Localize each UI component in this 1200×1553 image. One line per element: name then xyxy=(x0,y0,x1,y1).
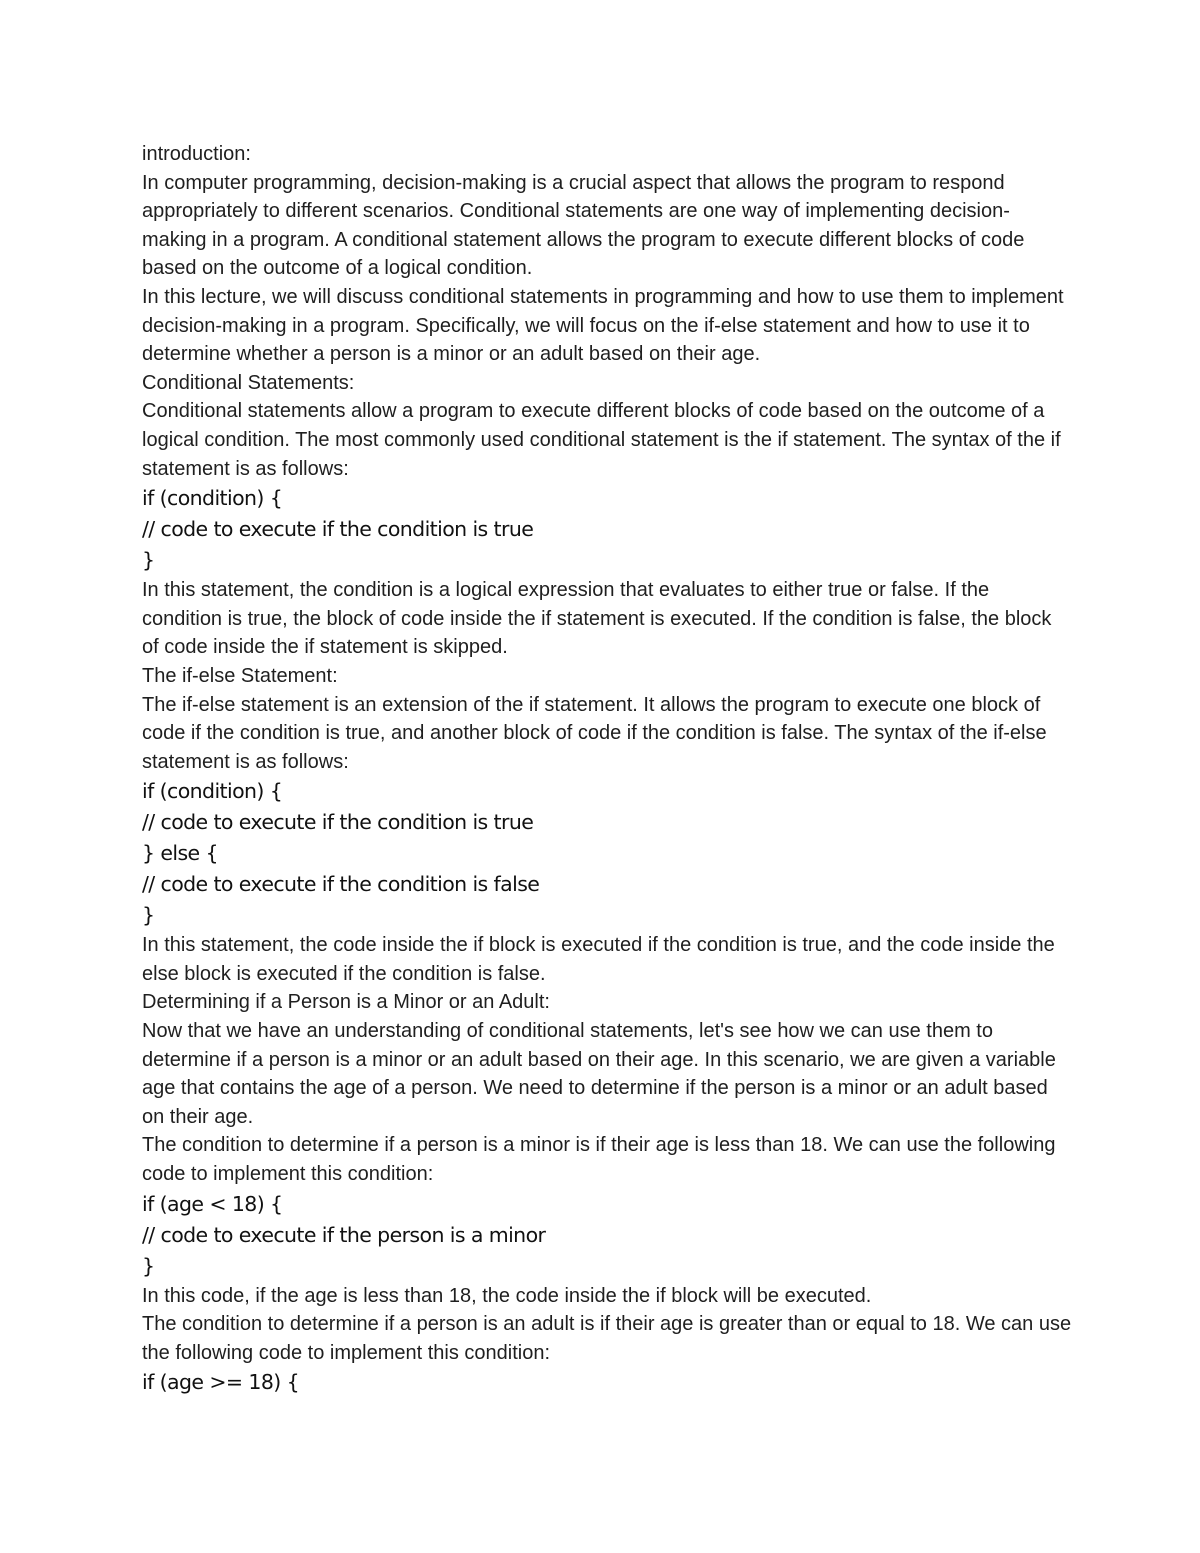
paragraph: In this code, if the age is less than 18, the code inside the if block will be executed. xyxy=(142,1284,872,1307)
code-line: // code to execute if the person is a minor xyxy=(142,1222,546,1247)
code-line: if (age < 18) { xyxy=(142,1191,283,1216)
code-line: } xyxy=(142,903,155,928)
code-line: } xyxy=(142,1253,155,1278)
section-heading-minor-or-adult: Determining if a Person is a Minor or an Adult: xyxy=(142,991,550,1014)
code-line: // code to execute if the condition is false xyxy=(142,872,540,897)
paragraph: Now that we have an understanding of conditional statements, let's see how we can use them to determine if a person is a minor or an adult based on their age. In this scenario, we are given a variable age that contains the age of a person. We need to determine if the person is a minor or an adult based on their age. xyxy=(142,1020,1062,1128)
paragraph: The condition to determine if a person is an adult is if their age is greater than or equal to 18. We can use the following code to implement this condition: xyxy=(142,1313,1077,1364)
code-line: // code to execute if the condition is true xyxy=(142,810,534,835)
code-line: } xyxy=(142,548,155,573)
paragraph: Conditional statements allow a program to execute different blocks of code based on the outcome of a logical condition. The most commonly used conditional statement is the if statement. The syntax of the if statement is as follows: xyxy=(142,400,1067,480)
code-line: if (age >= 18) { xyxy=(142,1370,300,1395)
code-line: // code to execute if the condition is true xyxy=(142,517,534,542)
paragraph: The condition to determine if a person is a minor is if their age is less than 18. We can use the following code to implement this condition: xyxy=(142,1134,1062,1186)
section-heading-if-else: The if-else Statement: xyxy=(142,664,338,687)
document-body xyxy=(142,140,1077,1398)
code-line: if (condition) { xyxy=(142,486,283,511)
paragraph: In computer programming, decision-making is a crucial aspect that allows the program to respond appropriately to different scenarios. Conditional statements are one way of implementing decision-making in a program. A conditional statement allows the program to execute different blocks of code based on the outcome of a logical condition. xyxy=(142,171,1030,280)
code-line: if (condition) { xyxy=(142,779,283,804)
paragraph: The if-else statement is an extension of the if statement. It allows the program to execute one block of code if the condition is true, and another block of code if the condition is false. The syntax of the if-else statement is as follows: xyxy=(142,693,1053,773)
code-line: } else { xyxy=(142,841,218,866)
paragraph: In this statement, the condition is a logical expression that evaluates to either true or false. If the condition is true, the block of code inside the if statement is executed. If the condition is false, the block of code inside the if statement is skipped. xyxy=(142,579,1057,659)
section-heading-conditional-statements: Conditional Statements: xyxy=(142,371,355,394)
paragraph: In this lecture, we will discuss conditional statements in programming and how to use them to implement decision-making in a program. Specifically, we will focus on the if-else statement and how to use it to determine whether a person is a minor or an adult based on their age. xyxy=(142,285,1070,366)
section-heading-introduction: introduction: xyxy=(142,143,251,165)
paragraph: In this statement, the code inside the if block is executed if the condition is true, and the code inside the else block is executed if the condition is false. xyxy=(142,934,1061,985)
